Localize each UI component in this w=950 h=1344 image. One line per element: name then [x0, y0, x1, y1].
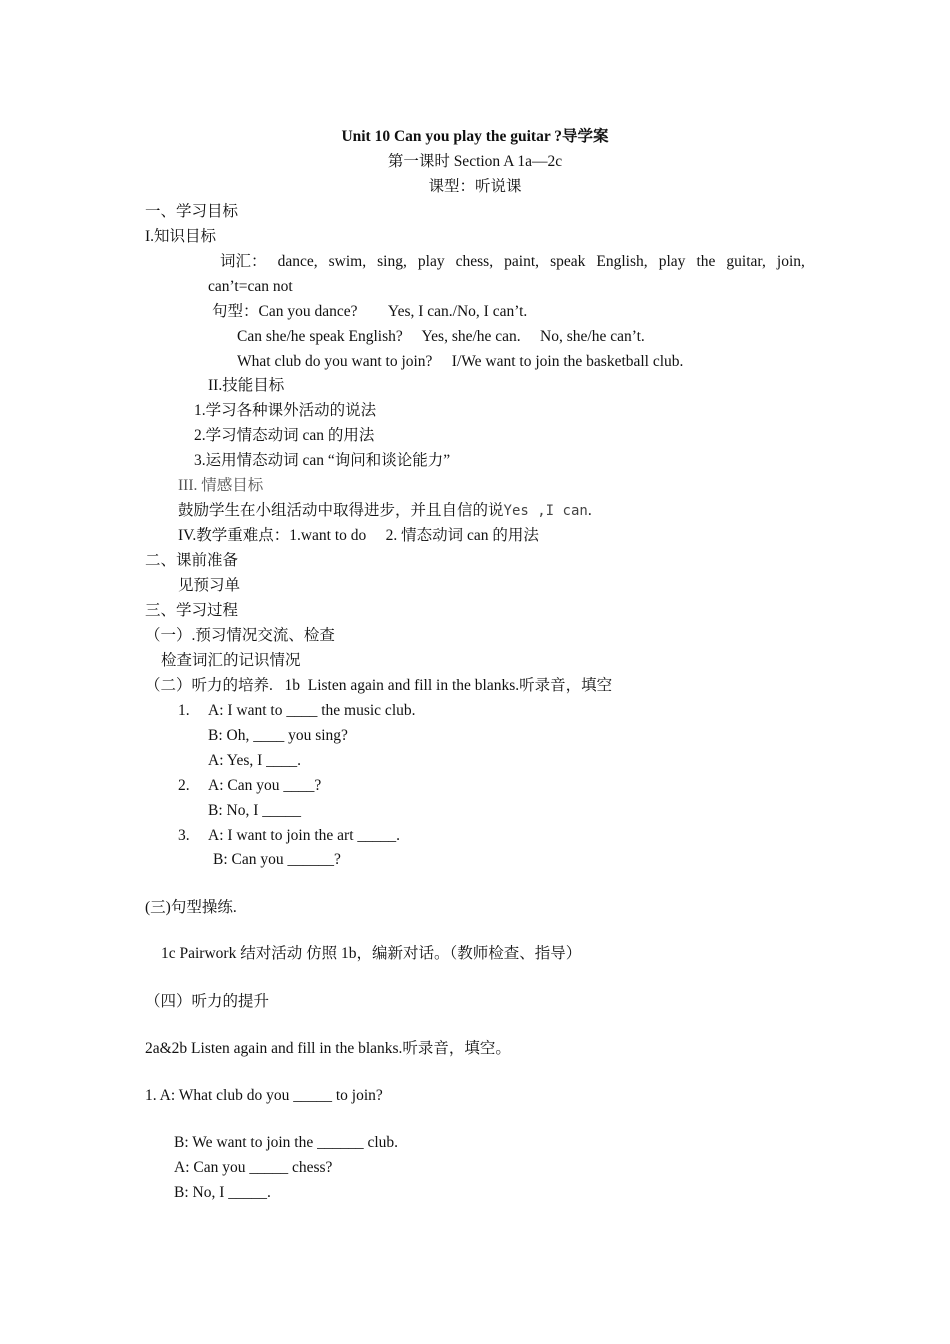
- vocab-word: sing,: [377, 253, 407, 270]
- vocab-word: chess,: [455, 253, 494, 270]
- section-heading-goals: 一、学习目标: [145, 203, 239, 220]
- exercise-line: B: No, I _____: [208, 802, 301, 819]
- key-points: IV.教学重难点：1.want to do 2. 情态动词 can 的用法: [178, 527, 539, 544]
- vocab-word: join,: [776, 253, 805, 270]
- pattern-2: Can she/he speak English? Yes, she/he can. No, she/he can’t.: [237, 328, 645, 345]
- exercise-line: B: No, I _____.: [174, 1184, 271, 1201]
- exercise-number: 3.: [178, 827, 190, 844]
- exercise-line: B: We want to join the ______ club.: [174, 1134, 399, 1151]
- vocab-word: English,: [596, 253, 648, 270]
- subsection-2: （二）听力的培养. 1b Listen again and fill in the blanks.听录音，填空: [145, 677, 613, 694]
- vocab-label: 词汇：: [220, 253, 267, 270]
- exercise-line: B: Can you ______?: [213, 851, 341, 868]
- vocab-line: [208, 252, 805, 272]
- vocab-continuation: can’t=can not: [208, 278, 293, 295]
- exercise-line: A: Can you _____ chess?: [174, 1159, 333, 1176]
- section-heading-process: 三、学习过程: [145, 602, 239, 619]
- subsection-1: （一）.预习情况交流、检查: [145, 627, 335, 644]
- subsection-3-text: 1c Pairwork 结对活动 仿照 1b，编新对话。（教师检查、指导）: [161, 945, 582, 962]
- course-type: 课型：听说课: [428, 178, 522, 195]
- subsection-4-text: 2a&2b Listen again and fill in the blanks.听录音，填空。: [145, 1040, 511, 1057]
- skill-item-1: 1.学习各种课外活动的说法: [194, 402, 377, 419]
- subsection-4: （四）听力的提升: [145, 993, 270, 1010]
- subsection-3: (三)句型操练.: [145, 899, 237, 916]
- vocab-word: paint,: [504, 253, 540, 270]
- vocab-word: play: [658, 253, 686, 270]
- section-heading-prep: 二、课前准备: [145, 552, 239, 569]
- exercise-line: A: I want to ____ the music club.: [208, 702, 416, 719]
- vocab-word: dance,: [277, 253, 318, 270]
- knowledge-heading: I.知识目标: [145, 228, 217, 245]
- emotion-text: [178, 501, 592, 521]
- exercise-number: 2.: [178, 777, 190, 794]
- exercise-line: 1. A: What club do you _____ to join?: [145, 1087, 383, 1104]
- skill-item-2: 2.学习情态动词 can 的用法: [194, 427, 375, 444]
- skill-heading: II.技能目标: [208, 377, 285, 394]
- vocab-word: swim,: [328, 253, 367, 270]
- emotion-main: 鼓励学生在小组活动中取得进步，并且自信的说: [178, 502, 504, 519]
- pattern-line-1: [212, 302, 527, 322]
- vocab-word: play: [417, 253, 445, 270]
- patterns-label: 句型：: [212, 303, 259, 320]
- subsection-1-text: 检查词汇的记识情况: [161, 652, 301, 669]
- prep-text: 见预习单: [178, 577, 241, 594]
- emotion-quote: Yes ,I can: [503, 503, 588, 519]
- vocab-word: guitar,: [726, 253, 766, 270]
- vocab-word: speak: [550, 253, 586, 270]
- emotion-heading: III. 情感目标: [178, 477, 264, 494]
- exercise-number: 1.: [178, 702, 190, 719]
- exercise-line: A: I want to join the art _____.: [208, 827, 400, 844]
- skill-item-3: 3.运用情态动词 can “询问和谈论能力”: [194, 452, 451, 469]
- exercise-line: A: Can you ____?: [208, 777, 322, 794]
- vocab-word: the: [696, 253, 716, 270]
- pattern-3: What club do you want to join? I/We want to join the basketball club.: [237, 353, 684, 370]
- exercise-line: A: Yes, I ____.: [208, 752, 302, 769]
- lesson-line: 第一课时 Section A 1a—2c: [387, 153, 563, 170]
- exercise-line: B: Oh, ____ you sing?: [208, 727, 348, 744]
- emotion-end: .: [587, 502, 592, 519]
- pattern-1: Can you dance? Yes, I can./No, I can’t.: [258, 303, 528, 320]
- doc-title: Unit 10 Can you play the guitar ?导学案: [341, 128, 609, 145]
